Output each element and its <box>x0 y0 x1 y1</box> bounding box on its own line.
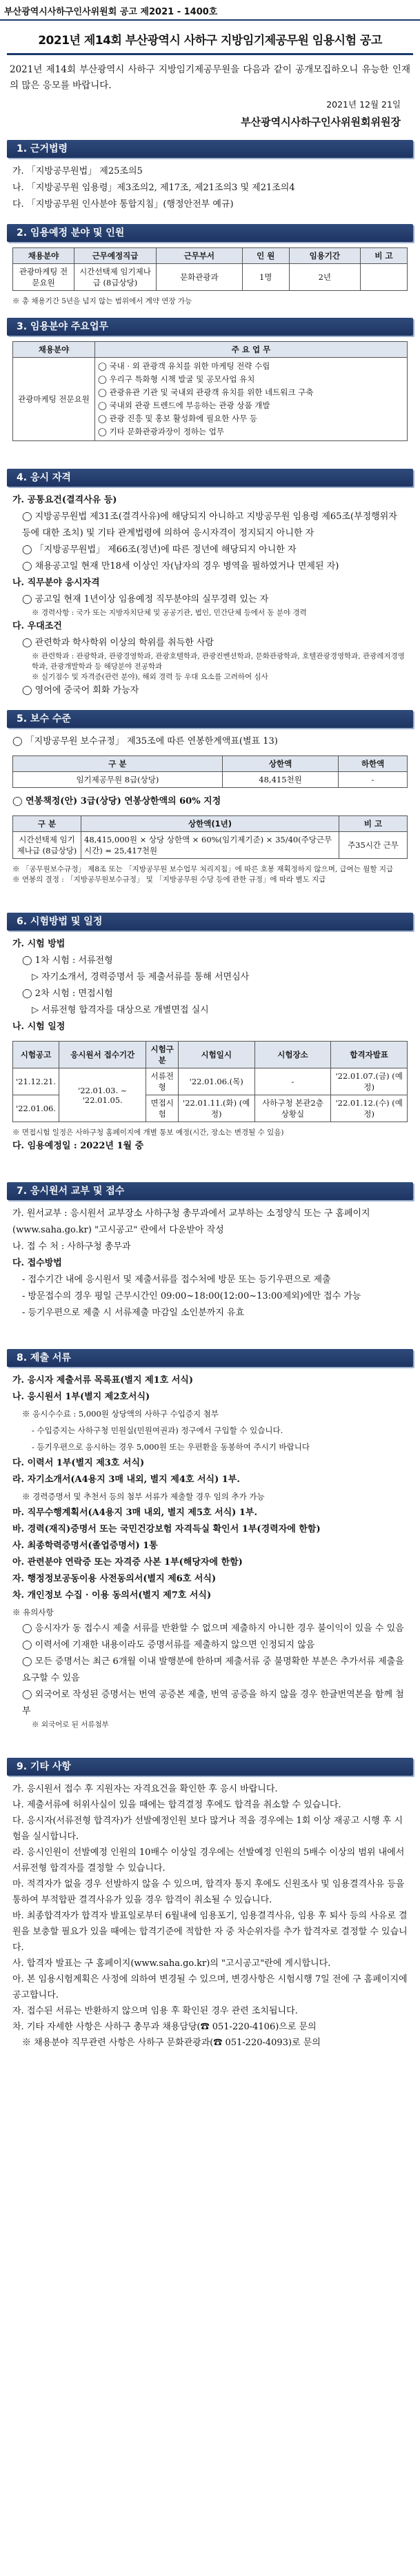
list-note: ※ 경력사항 : 국가 또는 지방자치단체 및 공공기관, 법인, 민간단체 등에서 동 분야 경력 <box>32 609 307 617</box>
misc-body <box>12 1781 408 2051</box>
table-header: 상한액 <box>222 756 338 772</box>
list-item: - 등기우편으로 제출 시 서류제출 마감일 소인분까지 유효 <box>22 1308 245 1318</box>
list-item: ◯ 공고일 현재 1년이상 임용예정 직무분야의 실무경력 있는 자 <box>22 594 269 605</box>
list-item: 가. 응시자 제출서류 목록표(별지 제1호 서식) <box>12 1375 193 1386</box>
list-item: - 접수기간 내에 응시원서 및 제출서류를 접수처에 방문 또는 등기우편으로 제출 <box>22 1275 331 1285</box>
table-cell: - <box>339 772 408 788</box>
notice-date: 2021년 12월 21일 <box>326 99 401 110</box>
exam-footer <box>12 1128 408 1155</box>
salary-sub2: ◯ 연봉책정(안) 3급(상당) 연봉상한액의 60% 지정 <box>12 796 221 807</box>
list-item: ◯ 채용공고일 현재 만18세 이상인 자(남자의 경우 병역을 필하였거나 면제된 자) <box>22 561 339 571</box>
duty-item: ◯ 국내외 관광 트렌드에 부응하는 관광 상품 개발 <box>98 400 270 410</box>
table-cell: 주35시간 근무 <box>339 832 408 859</box>
table-cell: 관광마케팅 전문요원 <box>13 358 95 441</box>
list-item: 가. 「지방공무원법」 제25조의5 <box>12 166 143 176</box>
table-header: 임용기간 <box>289 248 360 264</box>
table-cell: 48,415천원 <box>222 772 338 788</box>
list-note: ※ 연봉의 결정 : 「지방공무원보수규정」 및 「지방공무원 수당 등에 관한 규정」에 따라 별도 지급 <box>12 875 326 884</box>
list-item: 마. 적격자가 없을 경우 선발하지 않을 수 있으며, 합격자 통지 후에도 신원조사 및 임용결격사유 등을 통하여 부적합판 결격사유가 있을 경우 합격이 취소될 수 있습니다. <box>12 1879 405 1905</box>
table-header: 시험구분 <box>146 1042 179 1068</box>
intro-text: 2021년 제14회 부산광역시 사하구 지방임기제공무원을 다음과 같이 공개모집하오니 유능한 인재의 많은 응모를 바랍니다. <box>10 64 411 91</box>
list-item: ◯ 관련학과 학사학위 이상의 학위를 취득한 사람 <box>22 638 214 648</box>
page-title: 2021년 제14회 부산광역시 사하구 지방임기제공무원 임용시험 공고 <box>38 34 382 48</box>
list-item: ◯ 모든 증명서는 최근 6개월 이내 발행분에 한하며 제출서류 중 불명확한 부분은 추가서류 제출을 요구할 수 있음 <box>22 1656 404 1683</box>
list-note: - 등기우편으로 응시하는 경우 5,000원 또는 우편환을 동봉하여 주시기 바랍니다 <box>32 1442 310 1452</box>
duty-item: ◯ 관광 진흥 및 홍보 활성화에 필요한 사무 등 <box>98 414 257 423</box>
section-documents: 8. 제출 서류 <box>7 1349 413 1367</box>
section-recruitment: 2. 임용예정 분야 및 인원 <box>7 224 413 242</box>
list-item: 마. 직무수행계획서(A4용지 3매 내외, 별지 제5호 서식) 1부. <box>12 1508 257 1518</box>
table-header: 비 고 <box>339 816 408 832</box>
salary-formula: 48,415,000원 × 상당 상한액 × 60%(임기제기준) × 35/40(주당근무시간) = 25,417천원 <box>81 832 339 859</box>
qualification-body <box>12 492 408 699</box>
table-cell: - <box>254 1068 331 1095</box>
issuer: 부산광역시사하구인사위원회위원장 <box>241 116 401 128</box>
table-cell: 2년 <box>289 264 360 291</box>
list-item: 사. 합격자 발표는 구 홈페이지(www.saha.go.kr)의 "고시공고"란에 게시합니다. <box>12 1958 331 1969</box>
table-header: 주 요 업 무 <box>95 342 408 358</box>
table-header: 인 원 <box>242 248 289 264</box>
section-duties: 3. 임용분야 주요업무 <box>7 318 413 336</box>
table-header: 구 분 <box>13 816 81 832</box>
table-header: 상한액(1년) <box>81 816 339 832</box>
list-note: ※ 경력증명서 및 추천서 등의 첨부 서류가 제출할 경우 임의 추가 가능 <box>22 1492 265 1501</box>
list-item: 가. 응시원서 접수 후 지원자는 자격요건을 확인한 후 응시 바랍니다. <box>12 1784 278 1794</box>
table-header: 하한액 <box>339 756 408 772</box>
subheading: 나. 직무분야 응시자격 <box>12 578 100 588</box>
salary-calc-table <box>12 815 408 859</box>
recruitment-table <box>12 247 408 291</box>
duties-cell <box>95 358 408 441</box>
appointment-date: 다. 임용예정일 : 2022년 1월 중 <box>12 1141 144 1151</box>
list-note: ※ 채용분야 직무관련 사항은 사하구 문화관광과(☎ 051-220-4093)로 문의 <box>22 2038 321 2048</box>
list-item: ◯ 2차 시험 : 면접시험 <box>22 988 113 999</box>
table-cell <box>360 264 407 291</box>
table-cell: '22.01.06. <box>13 1095 59 1122</box>
list-note: ※ 실기점수 및 자격증(관련 분야), 해외 경력 등 우대 요소를 고려하여 심사 <box>32 673 268 681</box>
list-note: ※ 외국어로 된 서류첨부 <box>32 1721 109 1729</box>
list-note: ※ 면접시험 일정은 사하구청 홈페이지에 개별 통보 예정(시간, 장소는 변경될 수 있음) <box>12 1128 284 1137</box>
duty-item: ◯ 국내 · 외 관광객 유치를 위한 마케팅 전략 수립 <box>98 361 270 371</box>
recruitment-note: ※ 총 채용기간 5년을 넘지 않는 범위에서 계약 연장 가능 <box>12 297 192 305</box>
duty-item: ◯ 우리구 특화형 시책 발굴 및 공모사업 유치 <box>98 374 255 384</box>
list-item: 차. 개인정보 수집 · 이용 동의서(별지 제7호 서식) <box>12 1590 212 1601</box>
list-item: ◯ 영어에 중국어 회화 가능자 <box>22 685 139 696</box>
list-item: ◯ 외국어로 작성된 증명서는 번역 공증본 제출, 번역 공증을 하지 않을 경우 한글번역본을 함께 첨부 <box>22 1690 404 1716</box>
table-cell: '22.01.06.(목) <box>178 1068 254 1095</box>
duty-item: ◯ 기타 문화관광과장이 정하는 업무 <box>98 427 225 436</box>
salary-sub: ◯ 「지방공무원 보수규정」 제35조에 따른 연봉한계액표(별표 13) <box>12 736 278 747</box>
duty-item: ◯ 관광유관 기관 및 국내외 관광객 유치를 위한 네트워크 구축 <box>98 387 314 397</box>
table-header: 시험장소 <box>254 1042 331 1068</box>
list-item: 나. 「지방공무원 임용령」제3조의2, 제17조, 제21조의3 및 제21조의4 <box>12 183 295 193</box>
list-item: 바. 최종합격자가 합격자 발표일로부터 6월내에 임용포기, 임용결격사유, 임용 후 퇴사 등의 사유로 결원을 보충할 필요가 있을 때에는 합격기준에 적합한 자 중 차순위자를 추가 합격자로 결정할 수 있습니다. <box>12 1911 408 1953</box>
list-item: 나. 접 수 처 : 사하구청 총무과 <box>12 1241 131 1252</box>
subheading: 다. 접수방법 <box>12 1258 62 1268</box>
table-cell: '22.01.03. ~ '22.01.05. <box>59 1068 146 1122</box>
list-item: 사. 최종학력증명서(졸업증명서) 1통 <box>12 1541 158 1551</box>
list-note: ※ 관련학과 : 관광학과, 관광경영학과, 관광호텔학과, 관광컨벤션학과, 문화관광학과, 호텔관광경영학과, 관광레저경영학과, 관광개발학과 등 해당분야 전공학과 <box>32 652 405 671</box>
salary-notes <box>12 864 408 885</box>
table-header: 구 분 <box>13 756 223 772</box>
list-item: 라. 응시인원이 선발예정 인원의 10배수 이상일 경우에는 선발예정 인원의 5배수 이상의 범위 내에서 서류전형 합격자를 결정할 수 있습니다. <box>12 1847 405 1874</box>
table-header: 응시원서 접수기간 <box>59 1042 146 1068</box>
list-item: ◯ 「지방공무원법」 제66조(정년)에 따른 정년에 해당되지 아니한 자 <box>22 545 297 555</box>
legal-basis-list <box>12 163 408 213</box>
list-item: ▷ 서류전형 합격자를 대상으로 개별면접 실시 <box>32 1005 209 1015</box>
exam-method <box>12 936 408 1035</box>
list-item: 가. 원서교부 : 응시원서 교부장소 사하구청 총무과에서 교부하는 소정양식 또는 구 홈페이지(www.saha.go.kr) "고시공고" 란에서 다운받아 작성 <box>12 1208 370 1235</box>
table-header: 채용분야 <box>13 342 95 358</box>
list-item: 아. 관련분야 연락증 또는 자격증 사본 1부(해당자에 한함) <box>12 1557 243 1568</box>
table-cell: 시간선택제 임기제나급 (8급상당) <box>74 264 157 291</box>
table-header: 근무부서 <box>157 248 243 264</box>
salary-table <box>12 755 408 788</box>
list-item: ▷ 자기소개서, 경력증명서 등 제출서류를 통해 서면심사 <box>32 972 250 982</box>
documents-body <box>12 1372 408 1730</box>
list-note: ※ 「공무원보수규정」 제8조 또는 「지방공무원 보수업무 처리지침」에 따른 호봉 재획정하지 않으며, 급여는 월할 지급 <box>12 865 394 873</box>
list-item: 차. 기타 자세한 사항은 사하구 총무과 채용담당(☎ 051-220-4106)으로 문의 <box>12 2022 317 2032</box>
table-cell: '22.01.11.(화) (예정) <box>178 1095 254 1122</box>
list-item: ◯ 응시자가 동 접수시 제출 서류를 반환할 수 없으며 제출하지 아니한 경우 불이익이 있을 수 있음 <box>22 1623 404 1634</box>
subheading: 나. 시험 일정 <box>12 1022 66 1032</box>
table-cell: 면접시험 <box>146 1095 179 1122</box>
table-cell: '21.12.21. <box>13 1068 59 1095</box>
subheading: 가. 공통요건(결격사유 등) <box>12 495 117 505</box>
section-legal-basis: 1. 근거법령 <box>7 140 413 158</box>
list-item: 아. 본 임용시험계획은 사정에 의하여 변경될 수 있으며, 변경사항은 시험시행 7일 전에 구 홈페이지에 공고합니다. <box>12 1974 408 2000</box>
application-body <box>12 1206 408 1321</box>
section-qualification: 4. 응시 자격 <box>7 469 413 487</box>
duties-table <box>12 341 408 441</box>
table-header: 채용분야 <box>13 248 74 264</box>
table-cell: '22.01.07.(금) (예정) <box>331 1068 408 1095</box>
table-cell: 시간선택제 임기제나급 (8급상당) <box>13 832 81 859</box>
subheading: 다. 우대조건 <box>12 621 62 631</box>
list-note: ※ 응시수수료 : 5,000원 상당액의 사하구 수입증지 첨부 <box>22 1409 219 1419</box>
section-salary: 5. 보수 수준 <box>7 710 413 728</box>
table-header: 시험일시 <box>178 1042 254 1068</box>
list-note: ※ 유의사항 <box>12 1608 54 1617</box>
table-cell: 관광마케팅 전문요원 <box>13 264 74 291</box>
list-item: 다. 「지방공무원 인사분야 통합지침」(행정안전부 예규) <box>12 199 234 210</box>
list-item: 다. 응시자(서류전형 합격자)가 선발예정인원 보다 많거나 적을 경우에는 1회 이상 재공고 시행 후 시험을 실시합니다. <box>12 1816 403 1842</box>
subheading: 가. 시험 방법 <box>12 939 66 949</box>
list-item: 다. 이력서 1부(별지 제3호 서식) <box>12 1458 145 1468</box>
table-header: 시험공고 <box>13 1042 59 1068</box>
table-cell: 문화관광과 <box>157 264 243 291</box>
section-application: 7. 응시원서 교부 및 접수 <box>7 1182 413 1200</box>
table-header: 근무예정직급 <box>74 248 157 264</box>
table-header: 합격자발표 <box>331 1042 408 1068</box>
table-cell: 사하구청 본관2층 상황실 <box>254 1095 331 1122</box>
list-item: ◯ 지방공무원법 제31조(결격사유)에 해당되지 아니하고 지방공무원 임용령 제65조(부정행위자 등에 대한 조치) 및 기타 관계법령에 의하여 응시자격이 정지되지 아니한 자 <box>22 511 397 538</box>
table-cell: 임기제공무원 8급(상당) <box>13 772 223 788</box>
list-item: 나. 제출서류에 허위사실이 있을 때에는 합격결정 후에도 합격을 취소할 수 있습니다. <box>12 1800 341 1810</box>
notice-number: 부산광역시사하구인사위원회 공고 제2021 - 1400호 <box>0 0 420 21</box>
list-item: ◯ 1차 시험 : 서류전형 <box>22 955 113 966</box>
list-item: 나. 응시원서 1부(별지 제2호서식) <box>12 1392 150 1402</box>
list-item: 자. 행정정보공동이용 사전동의서(별지 제6호 서식) <box>12 1574 217 1584</box>
list-item: 자. 접수된 서류는 반환하지 않으며 임용 후 확인된 경우 관련 조치됩니다. <box>12 2006 298 2016</box>
title-divider <box>7 53 413 55</box>
section-misc: 9. 기타 사항 <box>7 1758 413 1776</box>
list-note: - 수입증지는 사하구청 민원실(민원여권과) 정구에서 구입할 수 있습니다. <box>32 1426 283 1435</box>
exam-schedule-table <box>12 1041 408 1122</box>
list-item: - 방문접수의 경우 평일 근무시간인 09:00~18:00(12:00~13:00제외)에만 접수 가능 <box>22 1291 361 1301</box>
section-exam: 6. 시험방법 및 일정 <box>7 913 413 931</box>
table-cell: 1명 <box>242 264 289 291</box>
table-cell: '22.01.12.(수) (예정) <box>331 1095 408 1122</box>
table-header: 비 고 <box>360 248 407 264</box>
list-item: 라. 자기소개서(A4용지 3매 내외, 별지 제4호 서식) 1부. <box>12 1474 240 1485</box>
table-cell: 서류전형 <box>146 1068 179 1095</box>
list-item: 바. 경력(재직)증명서 또는 국민건강보험 자격득실 확인서 1부(경력자에 한함) <box>12 1524 321 1534</box>
list-item: ◯ 이력서에 기재한 내용이라도 증명서류를 제출하지 않으면 인정되지 않음 <box>22 1640 315 1650</box>
